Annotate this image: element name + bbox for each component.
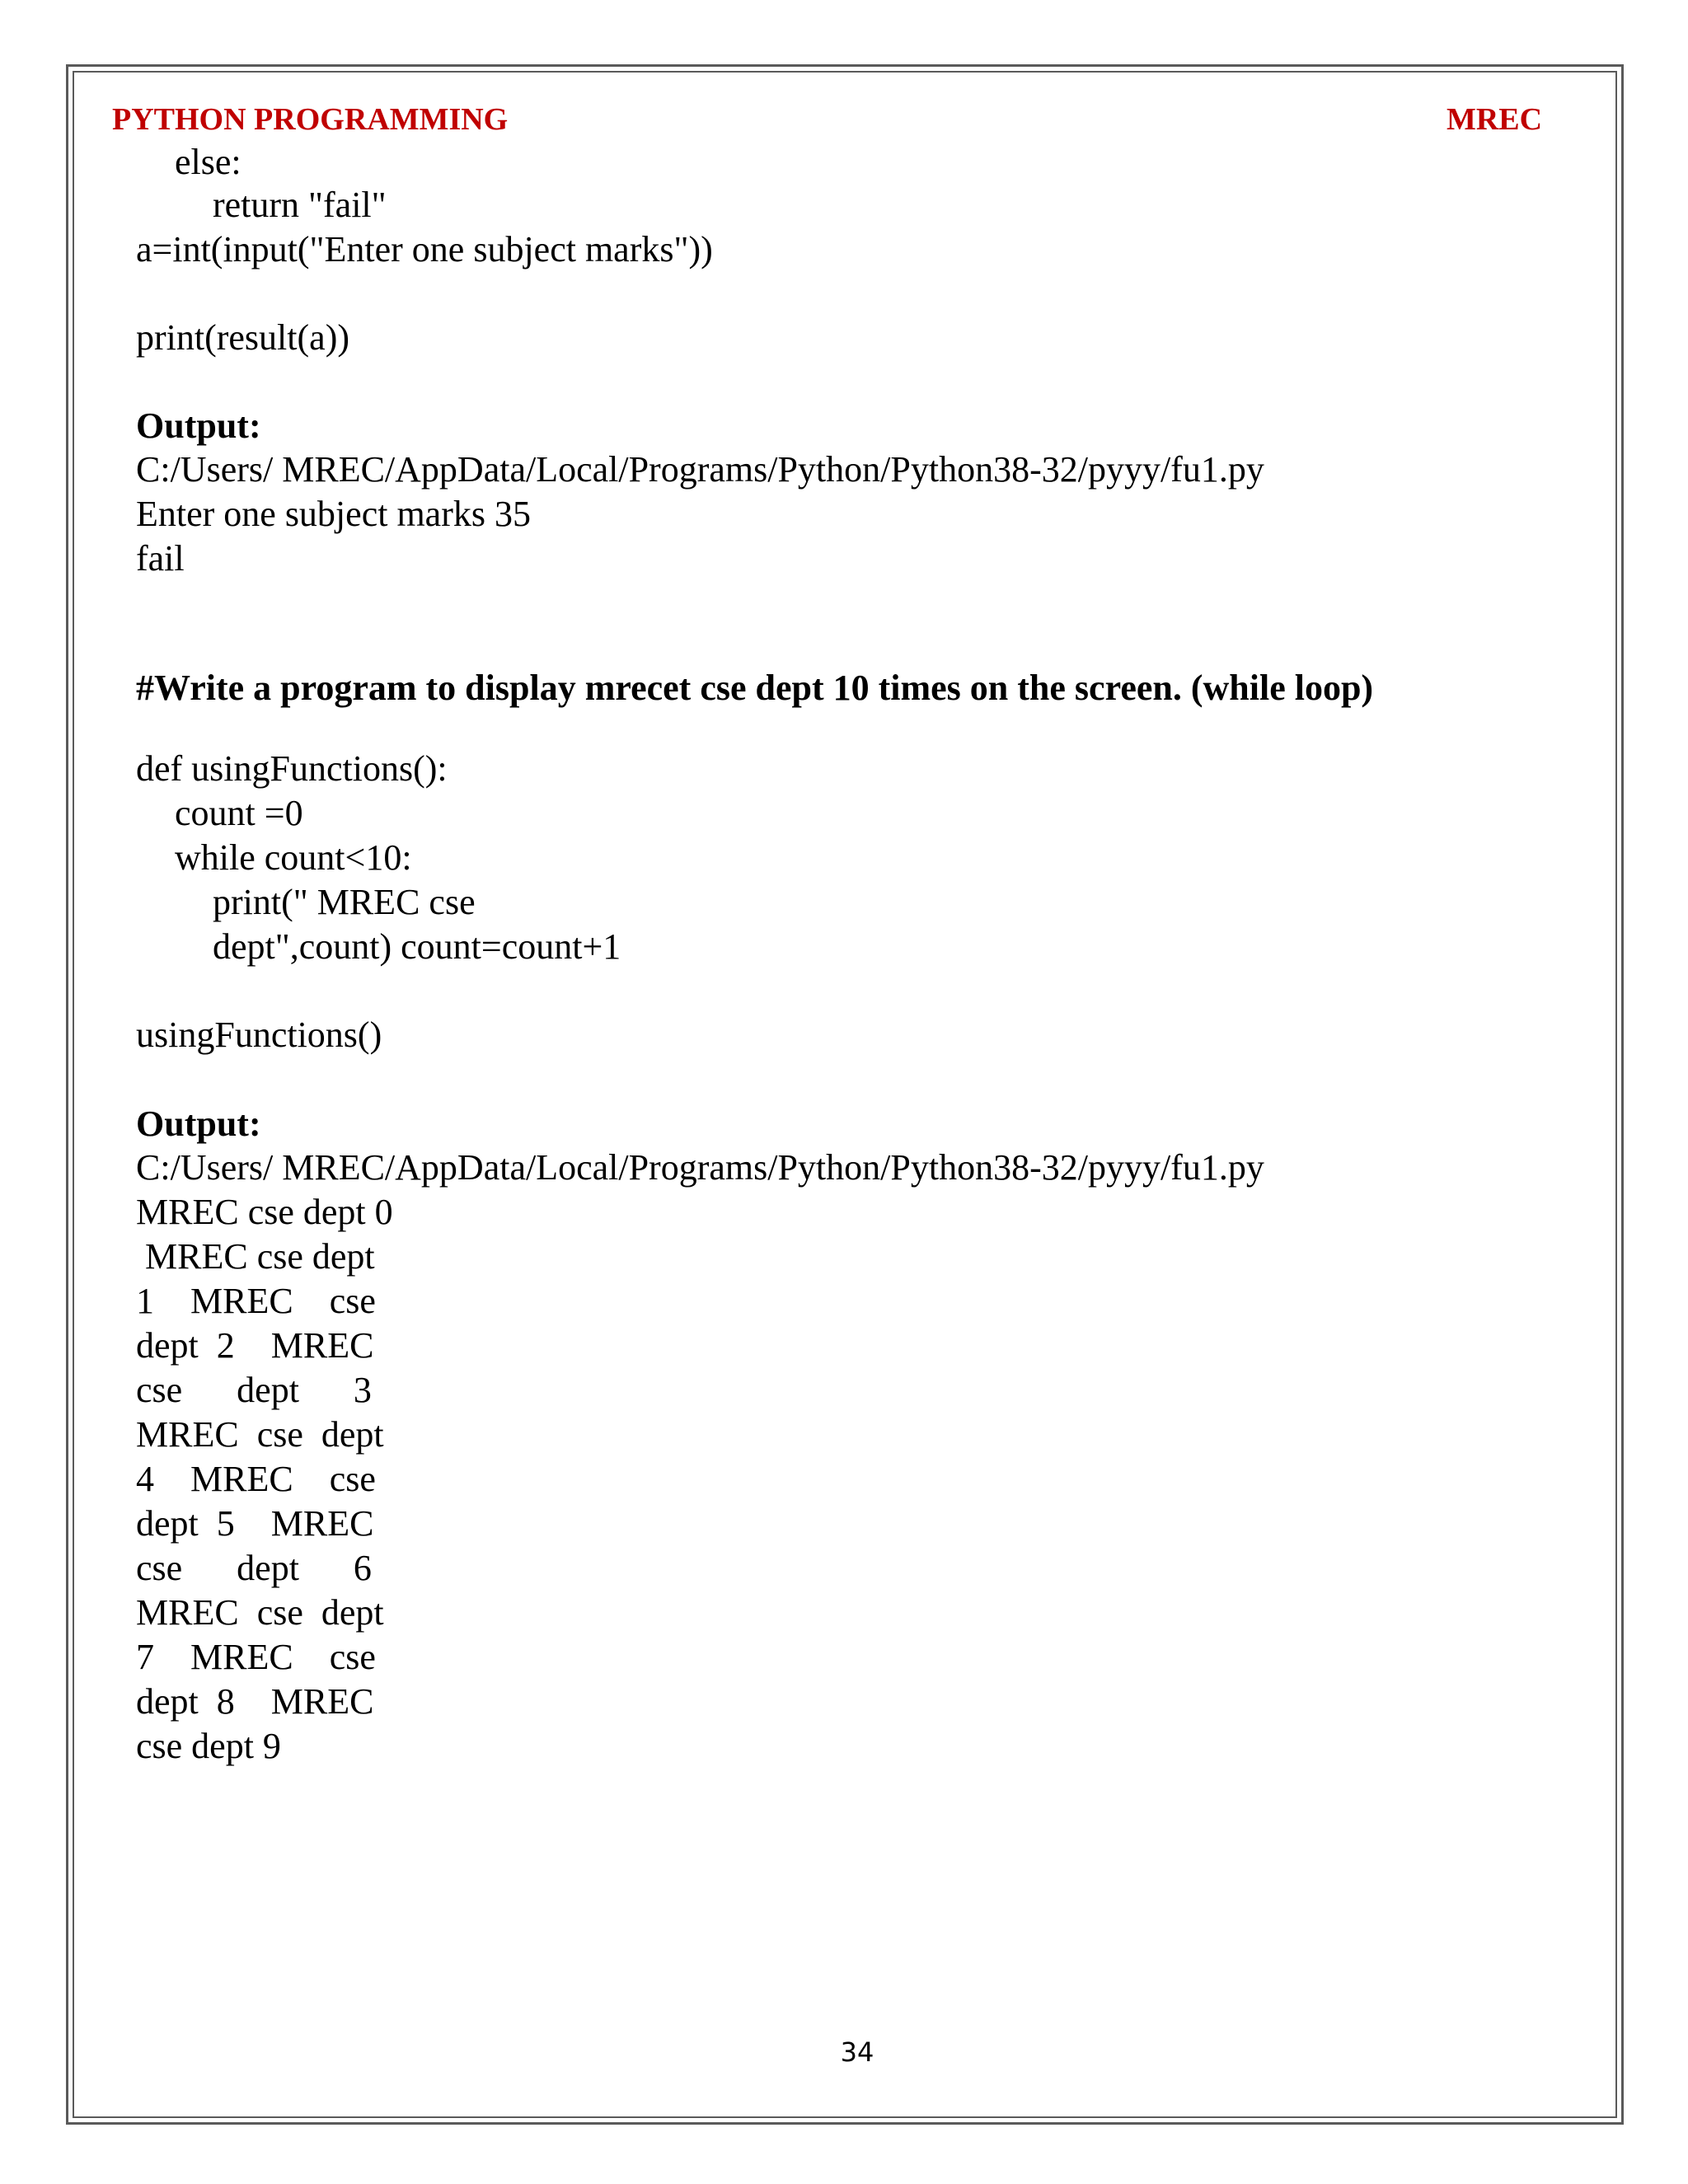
output-line: dept 5 MREC <box>136 1503 374 1544</box>
output-line: MREC cse dept <box>136 1236 375 1277</box>
code-line: usingFunctions() <box>136 1015 382 1055</box>
output-path: C:/Users/ MREC/AppData/Local/Programs/Python/Python38-32/pyyy/fu1.py <box>136 1147 1264 1188</box>
page-number: 34 <box>840 2036 874 2068</box>
code-line: print(" MREC cse <box>213 882 476 922</box>
output-line: 7 MREC cse <box>136 1637 376 1677</box>
code-line: count =0 <box>175 793 303 833</box>
header-title: PYTHON PROGRAMMING <box>112 102 509 137</box>
output-line: cse dept 9 <box>136 1726 281 1766</box>
output-line: cse dept 3 <box>136 1370 372 1410</box>
code-line: while count<10: <box>175 837 412 878</box>
output-line: 1 MREC cse <box>136 1281 376 1321</box>
output-line: C:/Users/ MREC/AppData/Local/Programs/Python/Python38-32/pyyy/fu1.py <box>136 449 1264 490</box>
output-line: MREC cse dept <box>136 1414 384 1455</box>
code-line: print(result(a)) <box>136 317 349 358</box>
code-line: else: <box>175 142 241 182</box>
output-label: Output: <box>136 1104 261 1144</box>
task-heading: #Write a program to display mrecet cse dept 10 times on the screen. (while loop) <box>136 668 1374 708</box>
header-org: MREC <box>1447 102 1543 137</box>
output-line: fail <box>136 538 185 579</box>
code-line: dept",count) count=count+1 <box>213 926 621 967</box>
output-line: Enter one subject marks 35 <box>136 494 531 534</box>
code-line: def usingFunctions(): <box>136 748 448 789</box>
output-line: cse dept 6 <box>136 1548 372 1588</box>
output-line: 4 MREC cse <box>136 1459 376 1499</box>
output-label: Output: <box>136 405 261 446</box>
output-line: MREC cse dept <box>136 1592 384 1633</box>
page-border-inner <box>73 71 1617 2118</box>
code-line: a=int(input("Enter one subject marks")) <box>136 229 713 269</box>
code-line: return "fail" <box>213 185 387 225</box>
output-line: dept 2 MREC <box>136 1325 374 1366</box>
output-line: MREC cse dept 0 <box>136 1192 393 1232</box>
output-line: dept 8 MREC <box>136 1681 374 1722</box>
